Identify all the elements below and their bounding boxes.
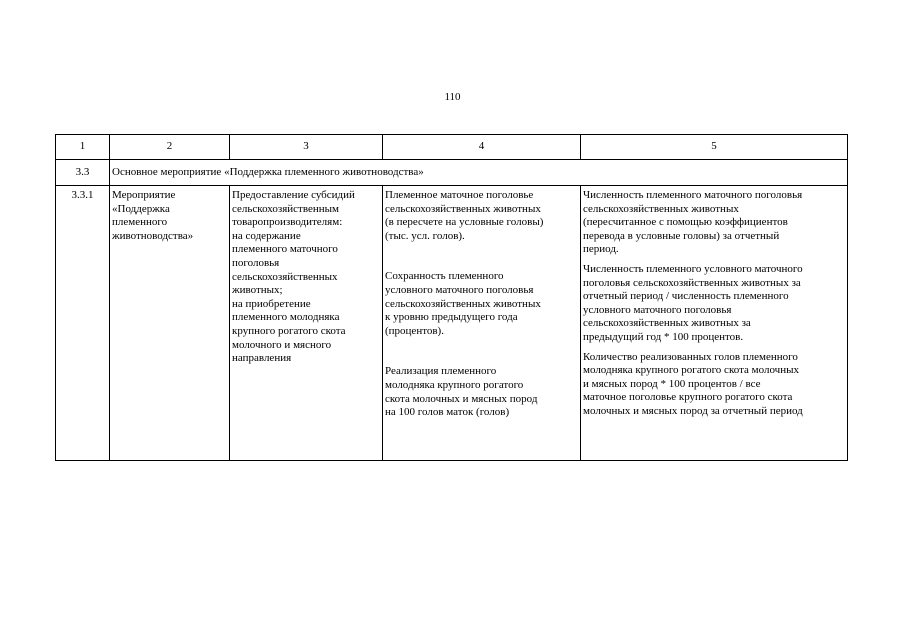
table-section-row xyxy=(56,160,848,186)
indicator-item: Сохранность племенного условного маточного поголовья сельскохозяйственных животных к уровню предыдущего года (процентов). xyxy=(385,270,541,337)
program-table xyxy=(55,134,848,461)
activity-cell xyxy=(110,186,230,461)
description-cell xyxy=(230,186,383,461)
method-item: Численность племенного условного маточного поголовья сельскохозяйственных животных за отчетный период / численность племенного условного маточного поголовья сельскохозяйственных животных за предыдущий год * 100 процентов. xyxy=(583,262,803,343)
page-number: 110 xyxy=(444,91,461,103)
column-header-5: 5 xyxy=(581,135,848,160)
row-code: 3.3.1 xyxy=(56,186,110,461)
section-title: Основное мероприятие «Поддержка племенного животноводства» xyxy=(110,160,848,186)
indicator-item: Реализация племенного молодняка крупного рогатого скота молочных и мясных пород на 100 голов маток (голов) xyxy=(385,365,538,419)
indicator-item: Племенное маточное поголовье сельскохозяйственных животных (в пересчете на условные головы) (тыс. усл. голов). xyxy=(385,189,544,242)
indicators-cell xyxy=(383,186,581,461)
column-header-1: 1 xyxy=(56,135,110,160)
section-code: 3.3 xyxy=(56,160,110,186)
column-header-4: 4 xyxy=(383,135,581,160)
table-header-row xyxy=(56,135,848,160)
column-header-2: 2 xyxy=(110,135,230,160)
methods-cell xyxy=(581,186,848,461)
description-text: Предоставление субсидий сельскохозяйственным товаропроизводителям: на содержание племенного маточного поголовья сельскохозяйственных животных; на приобретение племенного молодняка крупного рогатого скота молочного и мясного направления xyxy=(232,189,355,365)
table-row xyxy=(56,186,848,461)
method-item: Количество реализованных голов племенного молодняка крупного рогатого скота молочных и мясных пород * 100 процентов / все маточное поголовье крупного рогатого скота молочных и мясных пород за отчетный период xyxy=(583,350,803,417)
method-item: Численность племенного маточного поголовья сельскохозяйственных животных (пересчитанное с помощью коэффициентов перевода в условные головы) за отчетный период. xyxy=(583,189,803,256)
column-header-3: 3 xyxy=(230,135,383,160)
activity-text: Мероприятие «Поддержка племенного животноводства» xyxy=(112,189,194,242)
